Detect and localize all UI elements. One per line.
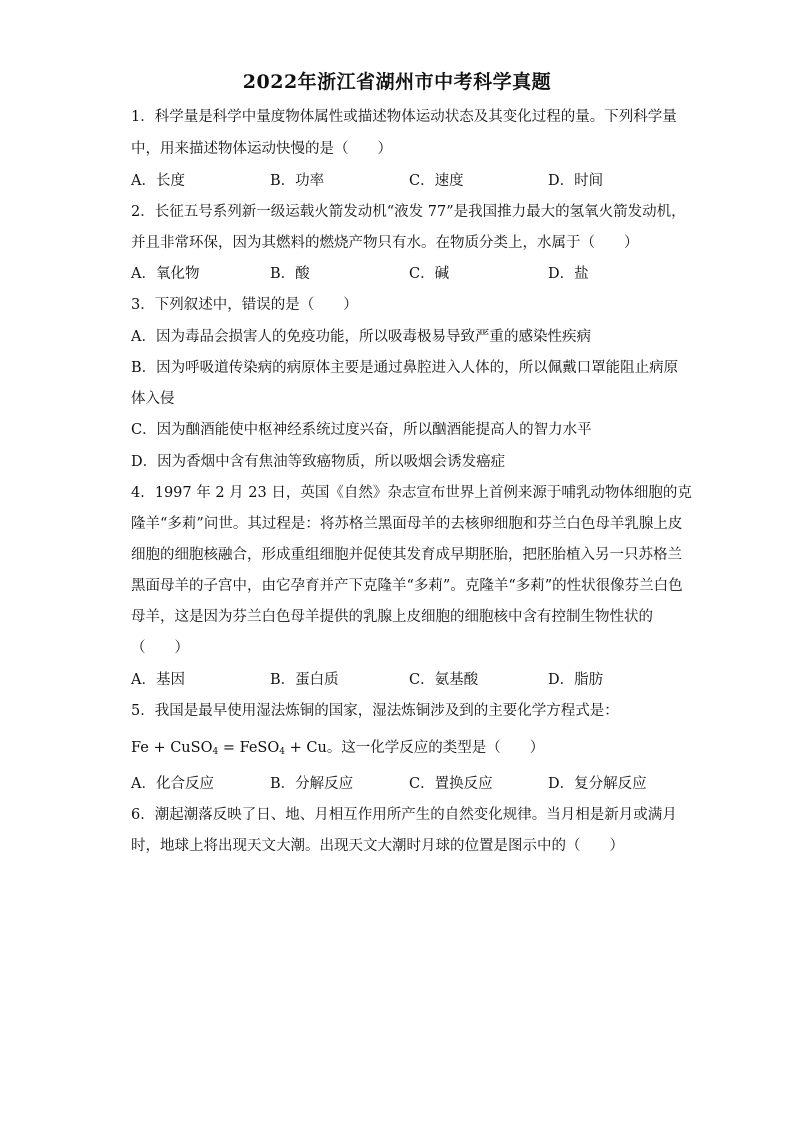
page-title: 2022年浙江省湖州市中考科学真题 — [242, 71, 552, 93]
question-3-option-b-line-1: B．因为呼吸道传染病的病原体主要是通过鼻腔进入人体的，所以佩戴口罩能阻止病原 — [131, 360, 679, 376]
question-2-option-c: C．碱 — [409, 266, 450, 282]
question-3-line-1: 3．下列叙述中，错误的是（ ） — [131, 297, 358, 313]
question-5-prompt: 。这一化学反应的类型是（ ） — [326, 740, 545, 756]
question-2-option-a: A．氧化物 — [131, 266, 200, 282]
question-4-line-6: （ ） — [131, 640, 189, 656]
question-4-option-d: D．脂肪 — [548, 672, 604, 688]
question-6-line-2: 时，地球上将出现天文大潮。出现天文大潮时月球的位置是图示中的（ ） — [131, 838, 624, 854]
question-5-line-1: 5．我国是最早使用湿法炼铜的国家，湿法炼铜涉及到的主要化学方程式是： — [131, 703, 619, 719]
question-2-line-2: 并且非常环保，因为其燃料的燃烧产物只有水。在物质分类上，水属于（ ） — [131, 235, 639, 251]
question-3-option-a: A．因为毒品会损害人的免疫功能，所以吸毒极易导致严重的感染性疾病 — [131, 329, 591, 345]
question-5-option-b: B．分解反应 — [270, 776, 354, 792]
question-1-line-2: 中，用来描述物体运动快慢的是（ ） — [131, 141, 392, 157]
question-3-option-c: C．因为酗酒能使中枢神经系统过度兴奋，所以酗酒能提高人的智力水平 — [131, 422, 592, 438]
question-3-option-d: D．因为香烟中含有焦油等致癌物质，所以吸烟会诱发癌症 — [131, 454, 506, 470]
question-2-line-1: 2．长征五号系列新一级运载火箭发动机“液发 77”是我国推力最大的氢氧火箭发动机， — [131, 204, 686, 220]
question-4-option-c: C．氨基酸 — [409, 672, 479, 688]
question-3-option-b-line-2: 体入侵 — [131, 391, 175, 407]
question-5-option-c: C．置换反应 — [409, 776, 493, 792]
question-4-line-5: 母羊，这是因为芬兰白色母羊提供的乳腺上皮细胞的细胞核中含有控制生物性状的 — [131, 609, 653, 625]
question-4-line-3: 细胞的细胞核融合，形成重组细胞并促使其发育成早期胚胎，把胚胎植入另一只苏格兰 — [131, 547, 682, 563]
question-1-option-b: B．功率 — [270, 173, 325, 189]
equation-reactants: Fe + CuSO$_4$ = FeSO$_4$ + Cu — [131, 740, 327, 757]
question-2-option-d: D．盐 — [548, 266, 589, 282]
question-1-option-a: A．长度 — [131, 173, 185, 189]
question-2-option-b: B．酸 — [270, 266, 310, 282]
question-4-option-a: A．基因 — [131, 672, 185, 688]
question-1-line-1: 1．科学量是科学中量度物体属性或描述物体运动状态及其变化过程的量。下列科学量 — [131, 109, 677, 125]
question-4-line-2: 隆羊“多莉”问世。其过程是：将苏格兰黑面母羊的去核卵细胞和芬兰白色母羊乳腺上皮 — [131, 516, 683, 532]
question-5-option-d: D．复分解反应 — [548, 776, 647, 792]
question-6-line-1: 6．潮起潮落反映了日、地、月相互作用所产生的自然变化规律。当月相是新月或满月 — [131, 807, 677, 823]
question-5-option-a: A．化合反应 — [131, 776, 214, 792]
question-4-line-1: 4．1997 年 2 月 23 日，英国《自然》杂志宣布世界上首例来源于哺乳动物体细胞的克 — [131, 485, 692, 501]
question-4-line-4: 黑面母羊的子宫中，由它孕育并产下克隆羊“多莉”。克隆羊“多莉”的性状很像芬兰白色 — [131, 578, 683, 594]
question-1-option-d: D．时间 — [548, 173, 604, 189]
question-5-equation-line — [131, 738, 671, 762]
question-1-option-c: C．速度 — [409, 173, 464, 189]
question-4-option-b: B．蛋白质 — [270, 672, 339, 688]
